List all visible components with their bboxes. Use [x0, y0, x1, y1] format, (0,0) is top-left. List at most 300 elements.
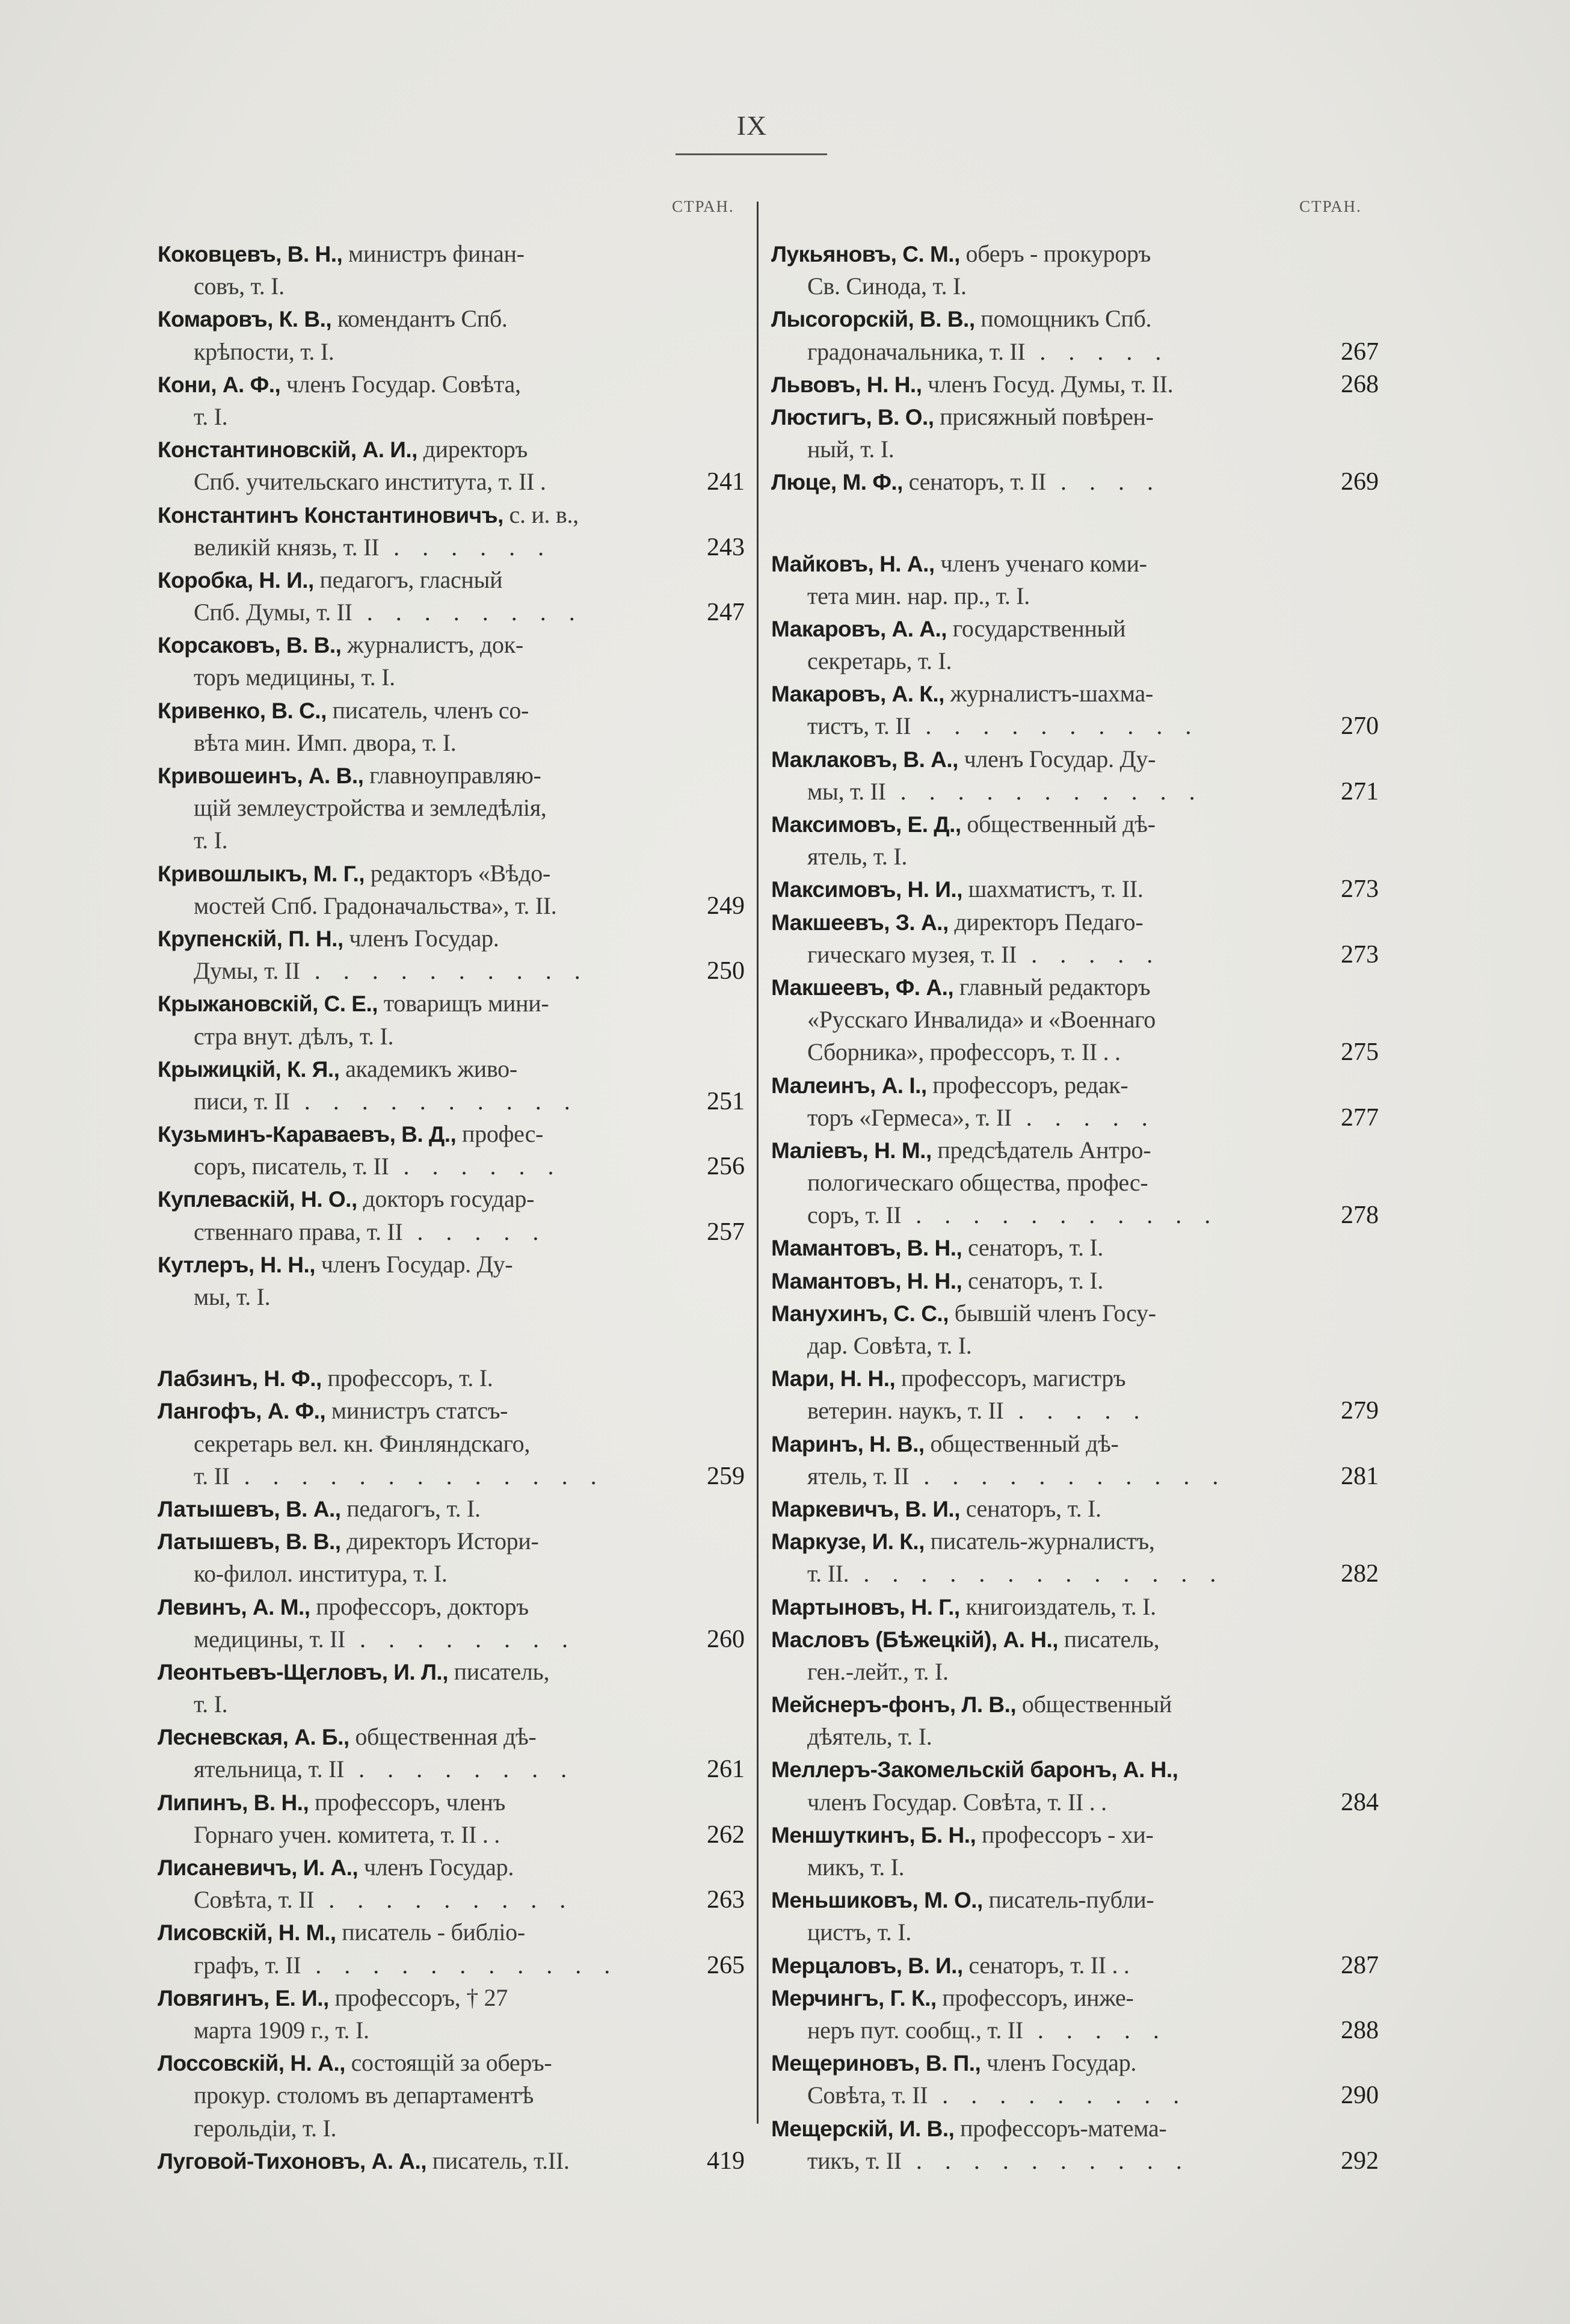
entry-description: профессоръ, магистръ [895, 1364, 1126, 1392]
entry-description: «Русскаго Инвалида» и «Военнаго [807, 1006, 1156, 1034]
entry-description: сенаторъ, т. II [902, 468, 1047, 496]
index-entry-continuation [158, 661, 753, 694]
entry-name: Кутлеръ, Н. Н., [158, 1252, 316, 1277]
entry-name: Латышевъ, В. А., [158, 1496, 341, 1521]
entry-page-number: 288 [1341, 2016, 1379, 2044]
column-divider [757, 202, 759, 2124]
index-entry-continuation [158, 1281, 753, 1313]
index-entry [158, 2047, 753, 2079]
index-entry [158, 238, 753, 270]
entry-description: секретарь, т. I. [807, 647, 952, 675]
entry-description: помощникъ Спб. [974, 305, 1152, 333]
entry-name: Крыжановскій, С. Е., [158, 991, 378, 1017]
entry-description: Спб. Думы, т. II [194, 599, 352, 626]
index-entry [771, 466, 1379, 498]
entry-description: т. II [194, 1462, 230, 1490]
entry-description: членъ Госуд. Думы, т. II. [922, 370, 1174, 398]
entry-description: главный редакторъ [953, 973, 1151, 1000]
entry-name: Мамантовъ, В. Н., [771, 1236, 962, 1261]
entry-description: профессоръ, докторъ [310, 1592, 529, 1620]
entry-description: педагогъ, гласный [313, 566, 503, 593]
index-entry-continuation [158, 1623, 753, 1656]
entry-description: министръ статсъ- [325, 1397, 508, 1425]
entry-description: общественный дѣ- [961, 810, 1156, 837]
index-entry [771, 1819, 1379, 1851]
page-number-folio: IX [736, 110, 768, 141]
entry-name: Коробка, Н. И., [158, 567, 314, 593]
entry-description: тикъ, т. II [807, 2147, 902, 2174]
entry-name: Лесневская, А. Б., [158, 1725, 349, 1750]
entry-name: Мари, Н. Н., [771, 1366, 896, 1392]
index-entry-continuation [158, 1216, 753, 1248]
index-entry [158, 433, 753, 466]
entry-page-number: 241 [707, 468, 745, 496]
leader-dots: . . . . [1046, 468, 1162, 496]
entry-description: журналистъ, док- [341, 631, 523, 659]
entry-description: профес- [456, 1120, 544, 1148]
index-entry [771, 1982, 1379, 2014]
index-entry-continuation [771, 2079, 1379, 2112]
entry-description: ген.-лейт., т. I. [807, 1657, 949, 1685]
entry-description: директоръ [417, 436, 528, 463]
index-entry [771, 1265, 1379, 1297]
index-entry-continuation [158, 824, 753, 857]
entry-name: Мерцаловъ, В. И., [771, 1953, 963, 1978]
entry-name: Меньшиковъ, М. О., [771, 1888, 983, 1913]
entry-description: ственнаго права, т. II [194, 1218, 403, 1245]
index-entry-continuation [158, 2079, 753, 2112]
index-entry [771, 2112, 1379, 2145]
entry-description: профессоръ, † 27 [328, 1983, 508, 2011]
entry-description: сенаторъ, т. I. [960, 1494, 1101, 1522]
index-entry [158, 1493, 753, 1525]
entry-description: Совѣта, т. II [194, 1886, 315, 1914]
entry-page-number: 271 [1341, 777, 1379, 806]
index-entry [158, 1786, 753, 1819]
entry-page-number: 243 [707, 533, 745, 561]
index-entry-continuation [158, 596, 753, 629]
leader-dots: . . . . . . . . . . . . . [849, 1560, 1225, 1588]
index-entry-continuation [158, 727, 753, 759]
leader-dots: . . . . . . . . [345, 1625, 577, 1653]
leader-dots: . . . . . . . . . [314, 1886, 574, 1914]
entry-name: Манухинъ, С. С., [771, 1301, 949, 1326]
entry-name: Майковъ, Н. А., [771, 551, 935, 576]
entry-description: писатель-публи- [982, 1886, 1154, 1914]
leader-dots: . . . . . . . . . [928, 2082, 1188, 2109]
entry-name: Кривошлыкъ, М. Г., [158, 861, 365, 886]
entry-name: Меллеръ-Закомельскій баронъ, А. Н., [771, 1757, 1178, 1783]
entry-description: Думы, т. II [194, 957, 300, 985]
index-column-right [771, 238, 1379, 2177]
entry-page-number: 259 [707, 1462, 745, 1490]
entry-name: Максимовъ, Н. И., [771, 877, 962, 902]
index-entry-continuation [158, 1884, 753, 1916]
index-entry-continuation [158, 2014, 753, 2047]
entry-page-number: 279 [1341, 1397, 1379, 1425]
index-entry-continuation [158, 1150, 753, 1183]
entry-description: членъ ученаго коми- [934, 549, 1147, 577]
index-column-left [158, 238, 753, 2177]
index-entry [158, 759, 753, 792]
entry-description: неръ пут. сообщ., т. II [807, 2016, 1023, 2044]
entry-description: стра внут. дѣлъ, т. I. [194, 1022, 394, 1050]
entry-name: Макшеевъ, З. А., [771, 910, 949, 935]
entry-page-number: 250 [707, 957, 745, 985]
entry-description: Св. Синода, т. I. [807, 273, 967, 300]
entry-description: государственный [947, 614, 1126, 642]
entry-description: сенаторъ, т. II . . [962, 1951, 1130, 1979]
entry-description: ко-филол. институра, т. I. [194, 1560, 448, 1588]
index-entry-continuation [158, 1819, 753, 1851]
entry-description: герольдіи, т. I. [194, 2114, 337, 2142]
index-entry-continuation [771, 775, 1379, 808]
entry-description: сенаторъ, т. I. [962, 1266, 1104, 1294]
entry-name: Маринъ, Н. В., [771, 1431, 925, 1456]
entry-description: великій князь, т. II [194, 533, 380, 561]
index-entry-continuation [771, 1102, 1379, 1134]
entry-page-number: 257 [707, 1218, 745, 1246]
entry-name: Константиновскій, А. И., [158, 437, 417, 463]
entry-description: мостей Спб. Градоначальства», т. II. [194, 892, 557, 919]
index-entry [771, 401, 1379, 433]
entry-description: дар. Совѣта, т. I. [807, 1332, 972, 1359]
index-entry [158, 1183, 753, 1215]
entry-page-number: 265 [707, 1951, 745, 1979]
entry-page-number: 251 [707, 1087, 745, 1115]
index-entry [158, 694, 753, 727]
entry-page-number: 261 [707, 1755, 745, 1784]
entry-description: общественный дѣ- [924, 1429, 1119, 1457]
entry-description: ятель, т. II [807, 1462, 910, 1490]
index-entry-continuation [158, 336, 753, 368]
entry-description: членъ Государ. Ду- [315, 1250, 513, 1278]
entry-description: дѣятель, т. I. [807, 1723, 932, 1751]
index-entry [771, 1591, 1379, 1623]
leader-dots: . . . . . . . . [352, 599, 583, 626]
entry-page-number: 263 [707, 1886, 745, 1914]
index-entry-continuation [771, 1167, 1379, 1199]
entry-name: Корсаковъ, В. В., [158, 633, 342, 658]
index-entry [771, 808, 1379, 840]
entry-name: Левинъ, А. М., [158, 1594, 310, 1620]
entry-description: ветерин. наукъ, т. II [807, 1397, 1004, 1425]
index-entry-continuation [771, 1558, 1379, 1590]
entry-description: академикъ живо- [339, 1055, 517, 1082]
entry-name: Макшеевъ, Ф. А., [771, 975, 954, 1000]
entry-description: членъ Государ. Ду- [958, 745, 1156, 772]
index-entry [158, 1656, 753, 1688]
leader-dots: . . . . . . . . . . [289, 1087, 579, 1115]
entry-page-number: 277 [1341, 1103, 1379, 1132]
entry-description: членъ Государ. Совѣта, т. II . . [807, 1788, 1107, 1816]
index-entry-continuation [158, 1020, 753, 1053]
index-entry [771, 1493, 1379, 1525]
index-entry [158, 1395, 753, 1427]
entry-name: Маркевичъ, В. И., [771, 1496, 960, 1521]
entry-page-number: 292 [1341, 2147, 1379, 2175]
entry-description: Спб. учительскаго института, т. II . [194, 468, 546, 496]
index-entry [771, 873, 1379, 905]
index-entry [771, 2047, 1379, 2079]
entry-description: профессоръ, членъ [309, 1788, 506, 1816]
entry-page-number: 290 [1341, 2082, 1379, 2110]
entry-description: соръ, т. II [807, 1201, 902, 1229]
index-entry [771, 1428, 1379, 1460]
entry-description: писатель, т.II. [426, 2147, 570, 2174]
entry-name: Мещериновъ, В. П., [771, 2051, 981, 2076]
entry-description: членъ Государ. [980, 2049, 1137, 2077]
entry-page-number: 267 [1341, 338, 1379, 366]
entry-description: писатель - библіо- [336, 1919, 525, 1946]
index-entry [158, 499, 753, 531]
entry-description: марта 1909 г., т. I. [194, 2016, 369, 2044]
index-entry-continuation [771, 939, 1379, 971]
entry-description: министръ финан- [342, 240, 525, 267]
entry-description: прокур. столомъ въ департаментѣ [194, 2082, 534, 2109]
entry-description: крѣпости, т. I. [194, 338, 334, 365]
entry-name: Луговой-Тихоновъ, А. А., [158, 2148, 427, 2174]
entry-description: бывшій членъ Госу- [949, 1299, 1156, 1327]
entry-name: Коковцевъ, В. Н., [158, 242, 343, 267]
entry-description: ятель, т. I. [807, 843, 908, 871]
index-entry [771, 1884, 1379, 1916]
entry-description: тета мин. нар. пр., т. I. [807, 582, 1030, 609]
entry-name: Мерчингъ, Г. К., [771, 1985, 937, 2011]
entry-name: Куплеваскій, Н. О., [158, 1187, 357, 1212]
index-entry [158, 1362, 753, 1395]
index-entry [158, 1053, 753, 1085]
index-entry-continuation [158, 1460, 753, 1493]
index-entry-continuation [771, 1721, 1379, 1753]
index-entry-continuation [771, 1656, 1379, 1688]
entry-description: шахматистъ, т. II. [962, 875, 1144, 903]
entry-name: Малеинъ, А. I., [771, 1073, 927, 1098]
index-entry [771, 303, 1379, 335]
entry-description: предсѣдатель Антро- [931, 1136, 1151, 1164]
index-entry [158, 922, 753, 955]
entry-page-number: 273 [1341, 940, 1379, 969]
entry-description: вѣта мин. Имп. двора, т. I. [194, 729, 457, 756]
index-entry-continuation [771, 840, 1379, 873]
entry-description: состоящій за оберъ- [345, 2049, 552, 2077]
entry-name: Крыжицкій, К. Я., [158, 1056, 340, 1082]
entry-description: сенаторъ, т. I. [962, 1234, 1104, 1262]
entry-description: писатель-журналистъ, [924, 1527, 1155, 1555]
index-entry-continuation [158, 1428, 753, 1460]
leader-dots: . . . . . . . . . . [901, 2147, 1190, 2174]
entry-description: Совѣта, т. II [807, 2082, 928, 2109]
index-entry [158, 1591, 753, 1623]
leader-dots: . . . . . [1011, 1103, 1156, 1131]
index-entry-continuation [771, 645, 1379, 677]
page-column-label-left: СТРАН. [672, 197, 734, 215]
index-entry-continuation [158, 1085, 753, 1118]
page-column-label-right: СТРАН. [1299, 197, 1362, 215]
index-entry [158, 1851, 753, 1884]
index-entry-continuation [771, 336, 1379, 368]
entry-page-number: 247 [707, 599, 745, 627]
entry-name: Лисаневичъ, И. А., [158, 1855, 359, 1880]
entry-page-number: 262 [707, 1820, 745, 1849]
leader-dots: . . . . . [1025, 338, 1170, 365]
entry-description: медицины, т. II [194, 1625, 346, 1653]
index-entry-continuation [158, 2112, 753, 2145]
index-entry-continuation [158, 1949, 753, 1982]
index-entry-continuation [158, 792, 753, 824]
index-entry [158, 2145, 753, 2177]
entry-name: Лысогорскій, В. В., [771, 307, 975, 332]
index-entry [158, 1916, 753, 1949]
index-entry [158, 1721, 753, 1753]
entry-description: членъ Государ. Совѣта, [280, 370, 521, 398]
index-entry-continuation [771, 1199, 1379, 1231]
index-entry-continuation [158, 1558, 753, 1590]
entry-description: совъ, т. I. [194, 273, 285, 300]
index-entry [771, 1949, 1379, 1982]
entry-description: присяжный повѣрен- [934, 402, 1154, 430]
leader-dots: . . . . . . . . . . . [885, 777, 1204, 805]
section-gap [771, 499, 1379, 547]
index-entry [158, 987, 753, 1020]
index-entry-continuation [771, 2014, 1379, 2047]
index-entry [771, 1525, 1379, 1558]
entry-name: Люстигъ, В. О., [771, 404, 934, 430]
entry-page-number: 256 [707, 1153, 745, 1181]
entry-description: т. I. [194, 827, 228, 854]
index-entry-continuation [771, 710, 1379, 742]
index-entry [771, 1231, 1379, 1264]
entry-description: цистъ, т. I. [807, 1919, 911, 1946]
index-entry [771, 1753, 1379, 1786]
entry-name: Комаровъ, К. В., [158, 307, 332, 332]
leader-dots: . . . . . [1023, 2016, 1168, 2044]
index-entry [771, 1623, 1379, 1656]
index-entry [771, 612, 1379, 645]
entry-page-number: 419 [707, 2147, 745, 2175]
entry-description: писатель, [1058, 1625, 1160, 1653]
index-entry [158, 1525, 753, 1558]
index-entry-continuation [771, 1916, 1379, 1949]
index-entry-continuation [771, 1460, 1379, 1493]
index-entry-continuation [158, 890, 753, 922]
leader-dots: . . . . . . . . . . [911, 712, 1200, 740]
entry-description: комендантъ Спб. [331, 305, 508, 333]
entry-description: микъ, т. I. [807, 1854, 905, 1881]
index-entry-continuation [158, 955, 753, 987]
entry-description: ятельница, т. II [194, 1755, 345, 1783]
entry-description: соръ, писатель, т. II [194, 1153, 389, 1180]
entry-description: общественный [1016, 1691, 1172, 1718]
entry-description: докторъ государ- [357, 1185, 535, 1213]
index-entry [158, 303, 753, 335]
entry-name: Мещерскій, И. В., [771, 2116, 955, 2141]
entry-name: Кузьминъ-Караваевъ, В. Д., [158, 1122, 457, 1147]
index-entry [771, 1297, 1379, 1330]
entry-description: товарищъ мини- [378, 990, 549, 1017]
index-entry-continuation [158, 1753, 753, 1786]
leader-dots: . . . . . . . . . . . [901, 1201, 1219, 1229]
leader-dots: . . . . . [1003, 1397, 1148, 1425]
leader-dots: . . . . . . . . . . . [301, 1951, 619, 1979]
index-entry [158, 1118, 753, 1150]
entry-name: Львовъ, Н. Н., [771, 372, 922, 397]
entry-description: общественная дѣ- [349, 1723, 537, 1751]
index-entry [158, 368, 753, 401]
entry-name: Лоссовскій, Н. А., [158, 2051, 345, 2076]
index-entry-continuation [771, 1003, 1379, 1036]
entry-description: торъ медицины, т. I. [194, 664, 395, 691]
entry-page-number: 270 [1341, 712, 1379, 741]
entry-name: Леонтьевъ-Щегловъ, И. Л., [158, 1659, 448, 1684]
entry-name: Ловягинъ, Е. И., [158, 1985, 329, 2011]
leader-dots: . . . . . . [379, 533, 553, 561]
entry-description: секретарь вел. кн. Финляндскаго, [194, 1429, 531, 1457]
entry-page-number: 281 [1341, 1462, 1379, 1490]
leader-dots: . . . . . [402, 1218, 547, 1245]
index-entry [771, 238, 1379, 270]
entry-description: оберъ - прокуроръ [959, 240, 1151, 267]
entry-description: ный, т. I. [807, 436, 894, 463]
index-entry [771, 1134, 1379, 1167]
index-entry [771, 1362, 1379, 1395]
entry-name: Масловъ (Бѣжецкій), А. Н., [771, 1627, 1059, 1652]
entry-description: редакторъ «Вѣдо- [365, 859, 550, 887]
index-entry-continuation [771, 433, 1379, 466]
section-gap [158, 1313, 753, 1362]
leader-dots: . . . . . . . . . . . . . [229, 1462, 605, 1490]
entry-name: Маркузе, И. К., [771, 1529, 925, 1555]
index-entry-continuation [771, 1786, 1379, 1819]
entry-description: торъ «Гермеса», т. II [807, 1103, 1012, 1131]
index-entry-continuation [771, 580, 1379, 612]
entry-description: пологическаго общества, профес- [807, 1169, 1148, 1197]
entry-name: Максимовъ, Е. Д., [771, 812, 961, 837]
index-entry [771, 906, 1379, 939]
entry-name: Крупенскій, П. Н., [158, 926, 343, 951]
index-entry [771, 1688, 1379, 1721]
entry-name: Маліевъ, Н. М., [771, 1138, 932, 1163]
entry-description: профессоръ - хи- [976, 1820, 1154, 1848]
entry-description: членъ Государ. [358, 1854, 514, 1881]
entry-description: градоначальника, т. II [807, 338, 1026, 365]
entry-name: Лабзинъ, Н. Ф., [158, 1366, 322, 1392]
index-entry-continuation [158, 531, 753, 564]
index-entry-continuation [158, 401, 753, 433]
entry-description: профессоръ, инже- [936, 1983, 1134, 2011]
entry-description: тистъ, т. II [807, 712, 911, 740]
index-entry [158, 857, 753, 890]
entry-description: профессоръ-матема- [954, 2114, 1167, 2142]
index-entry [771, 1069, 1379, 1102]
index-entry [771, 971, 1379, 1003]
index-entry [771, 368, 1379, 401]
entry-description: т. I. [194, 402, 228, 430]
entry-page-number: 268 [1341, 370, 1379, 398]
entry-page-number: 282 [1341, 1560, 1379, 1588]
entry-name: Кривенко, В. С., [158, 698, 327, 723]
index-entry-continuation [771, 1851, 1379, 1884]
entry-description: писатель, членъ со- [326, 696, 529, 724]
entry-name: Константинъ Константиновичъ, [158, 502, 503, 528]
entry-name: Маклаковъ, В. А., [771, 747, 958, 772]
entry-name: Лангофъ, А. Ф., [158, 1399, 326, 1424]
entry-name: Люце, М. Ф., [771, 470, 903, 495]
entry-description: журналистъ-шахма- [944, 680, 1153, 707]
entry-name: Макаровъ, А. А., [771, 616, 947, 641]
entry-description: профессоръ, т. I. [321, 1364, 493, 1392]
entry-page-number: 287 [1341, 1951, 1379, 1979]
